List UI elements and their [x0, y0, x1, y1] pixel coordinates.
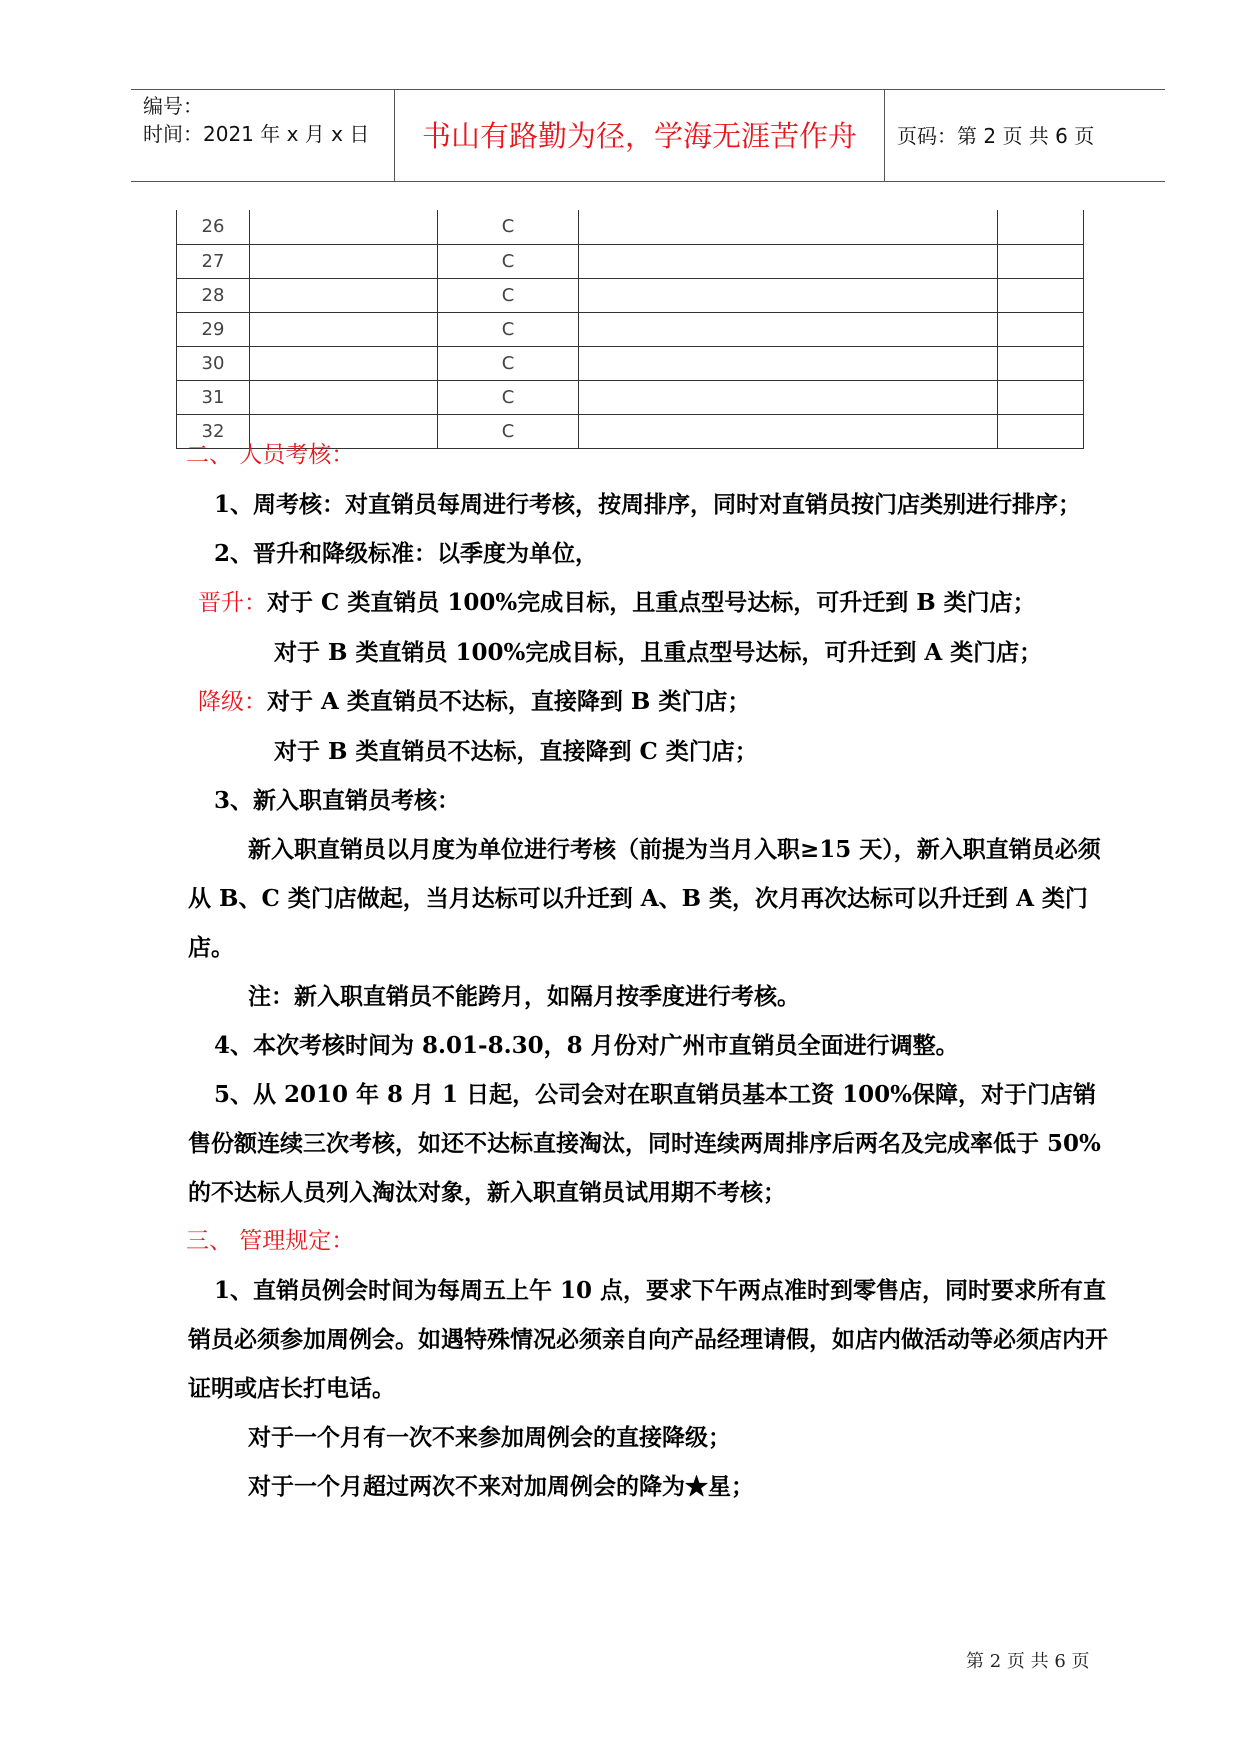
name-cell — [250, 380, 438, 414]
row-number: 29 — [177, 312, 250, 346]
assessment-period: 4、本次考核时间为 8.01-8.30，8 月份对广州市直销员全面进行调整。 — [214, 1032, 959, 1059]
promotion-label: 晋升： — [198, 590, 267, 616]
table-row — [177, 278, 1084, 312]
grade-cell: C — [438, 414, 579, 448]
section-heading-personnel: 二、 人员考核： — [186, 442, 355, 468]
grade-cell: C — [438, 312, 579, 346]
note-cell — [998, 210, 1084, 244]
note-cell — [998, 346, 1084, 380]
store-cell — [579, 312, 998, 346]
store-cell — [579, 244, 998, 278]
row-number: 28 — [177, 278, 250, 312]
promotion-rule-2: 对于 B 类直销员 100%完成目标，且重点型号达标，可升迁到 A 类门店； — [274, 639, 1043, 666]
document-time-label: 时间：2021 年 x 月 x 日 — [143, 122, 370, 146]
row-number: 32 — [177, 414, 250, 448]
promotion-text-1: 对于 C 类直销员 100%完成目标，且重点型号达标，可升迁到 B 类门店； — [267, 589, 1036, 616]
salary-guarantee: 5、从 2010 年 8 月 1 日起，公司会对在职直销员基本工资 100%保障，对于门店销售份额连续三次考核，如还不达标直接淘汰，同时连续两周排序后两名及完成率低于 50%的不达标人员列入淘汰对象，新入职直销员试用期不考核； — [188, 1081, 1101, 1206]
new-hire-text: 新入职直销员以月度为单位进行考核（前提为当月入职≥15 天），新入职直销员必须从 B、C 类门店做起，当月达标可以升迁到 A、B 类，次月再次达标可以升迁到 A 类门店。 — [188, 836, 1101, 961]
table-row — [177, 312, 1084, 346]
header-meta — [131, 90, 395, 181]
name-cell — [250, 278, 438, 312]
store-cell — [579, 210, 998, 244]
table-row — [177, 380, 1084, 414]
grade-cell: C — [438, 244, 579, 278]
name-cell — [250, 312, 438, 346]
header-page-label: 页码：第 2 页 共 6 页 — [897, 124, 1095, 148]
row-number: 30 — [177, 346, 250, 380]
meeting-rule-1: 对于一个月有一次不来参加周例会的直接降级； — [248, 1424, 731, 1451]
promotion-criteria: 2、晋升和降级标准：以季度为单位， — [214, 540, 599, 567]
store-cell — [579, 380, 998, 414]
row-number: 26 — [177, 210, 250, 244]
note-cell — [998, 278, 1084, 312]
demotion-text-1: 对于 A 类直销员不达标，直接降到 B 类门店； — [267, 688, 751, 715]
meeting-rule-2: 对于一个月超过两次不来对加周例会的降为★星； — [248, 1473, 754, 1500]
store-cell — [579, 346, 998, 380]
demotion-rule-1 — [188, 677, 1112, 727]
weekly-assessment: 1、周考核：对直销员每周进行考核，按周排序，同时对直销员按门店类别进行排序； — [214, 491, 1082, 518]
demotion-rule-2: 对于 B 类直销员不达标，直接降到 C 类门店； — [274, 738, 758, 765]
table-row — [177, 210, 1084, 244]
new-hire-heading: 3、新入职直销员考核： — [214, 787, 461, 814]
header-motto: 书山有路勤为径，学海无涯苦作舟 — [395, 90, 885, 181]
name-cell — [250, 210, 438, 244]
document-number-label: 编号： — [143, 94, 203, 118]
name-cell — [250, 346, 438, 380]
document-body — [186, 442, 1112, 1511]
note-cell — [998, 244, 1084, 278]
grade-cell: C — [438, 380, 579, 414]
row-number: 31 — [177, 380, 250, 414]
row-number: 27 — [177, 244, 250, 278]
grade-cell: C — [438, 346, 579, 380]
table-row — [177, 244, 1084, 278]
demotion-label: 降级： — [198, 689, 267, 715]
page-footer: 第 2 页 共 6 页 — [966, 1651, 1090, 1672]
staff-table — [176, 210, 1084, 449]
weekly-meeting: 1、直销员例会时间为每周五上午 10 点，要求下午两点准时到零售店，同时要求所有直销员必须参加周例会。如遇特殊情况必须亲自向产品经理请假，如店内做活动等必须店内开证明或店长打电话。 — [188, 1277, 1108, 1402]
promotion-rule-1 — [188, 578, 1112, 628]
table-row — [177, 346, 1084, 380]
name-cell — [250, 244, 438, 278]
new-hire-note: 注：新入职直销员不能跨月，如隔月按季度进行考核。 — [248, 983, 800, 1010]
store-cell — [579, 278, 998, 312]
note-cell — [998, 380, 1084, 414]
note-cell — [998, 312, 1084, 346]
page-header — [131, 89, 1165, 182]
section-heading-management: 三、 管理规定： — [186, 1228, 355, 1254]
grade-cell: C — [438, 210, 579, 244]
grade-cell: C — [438, 278, 579, 312]
